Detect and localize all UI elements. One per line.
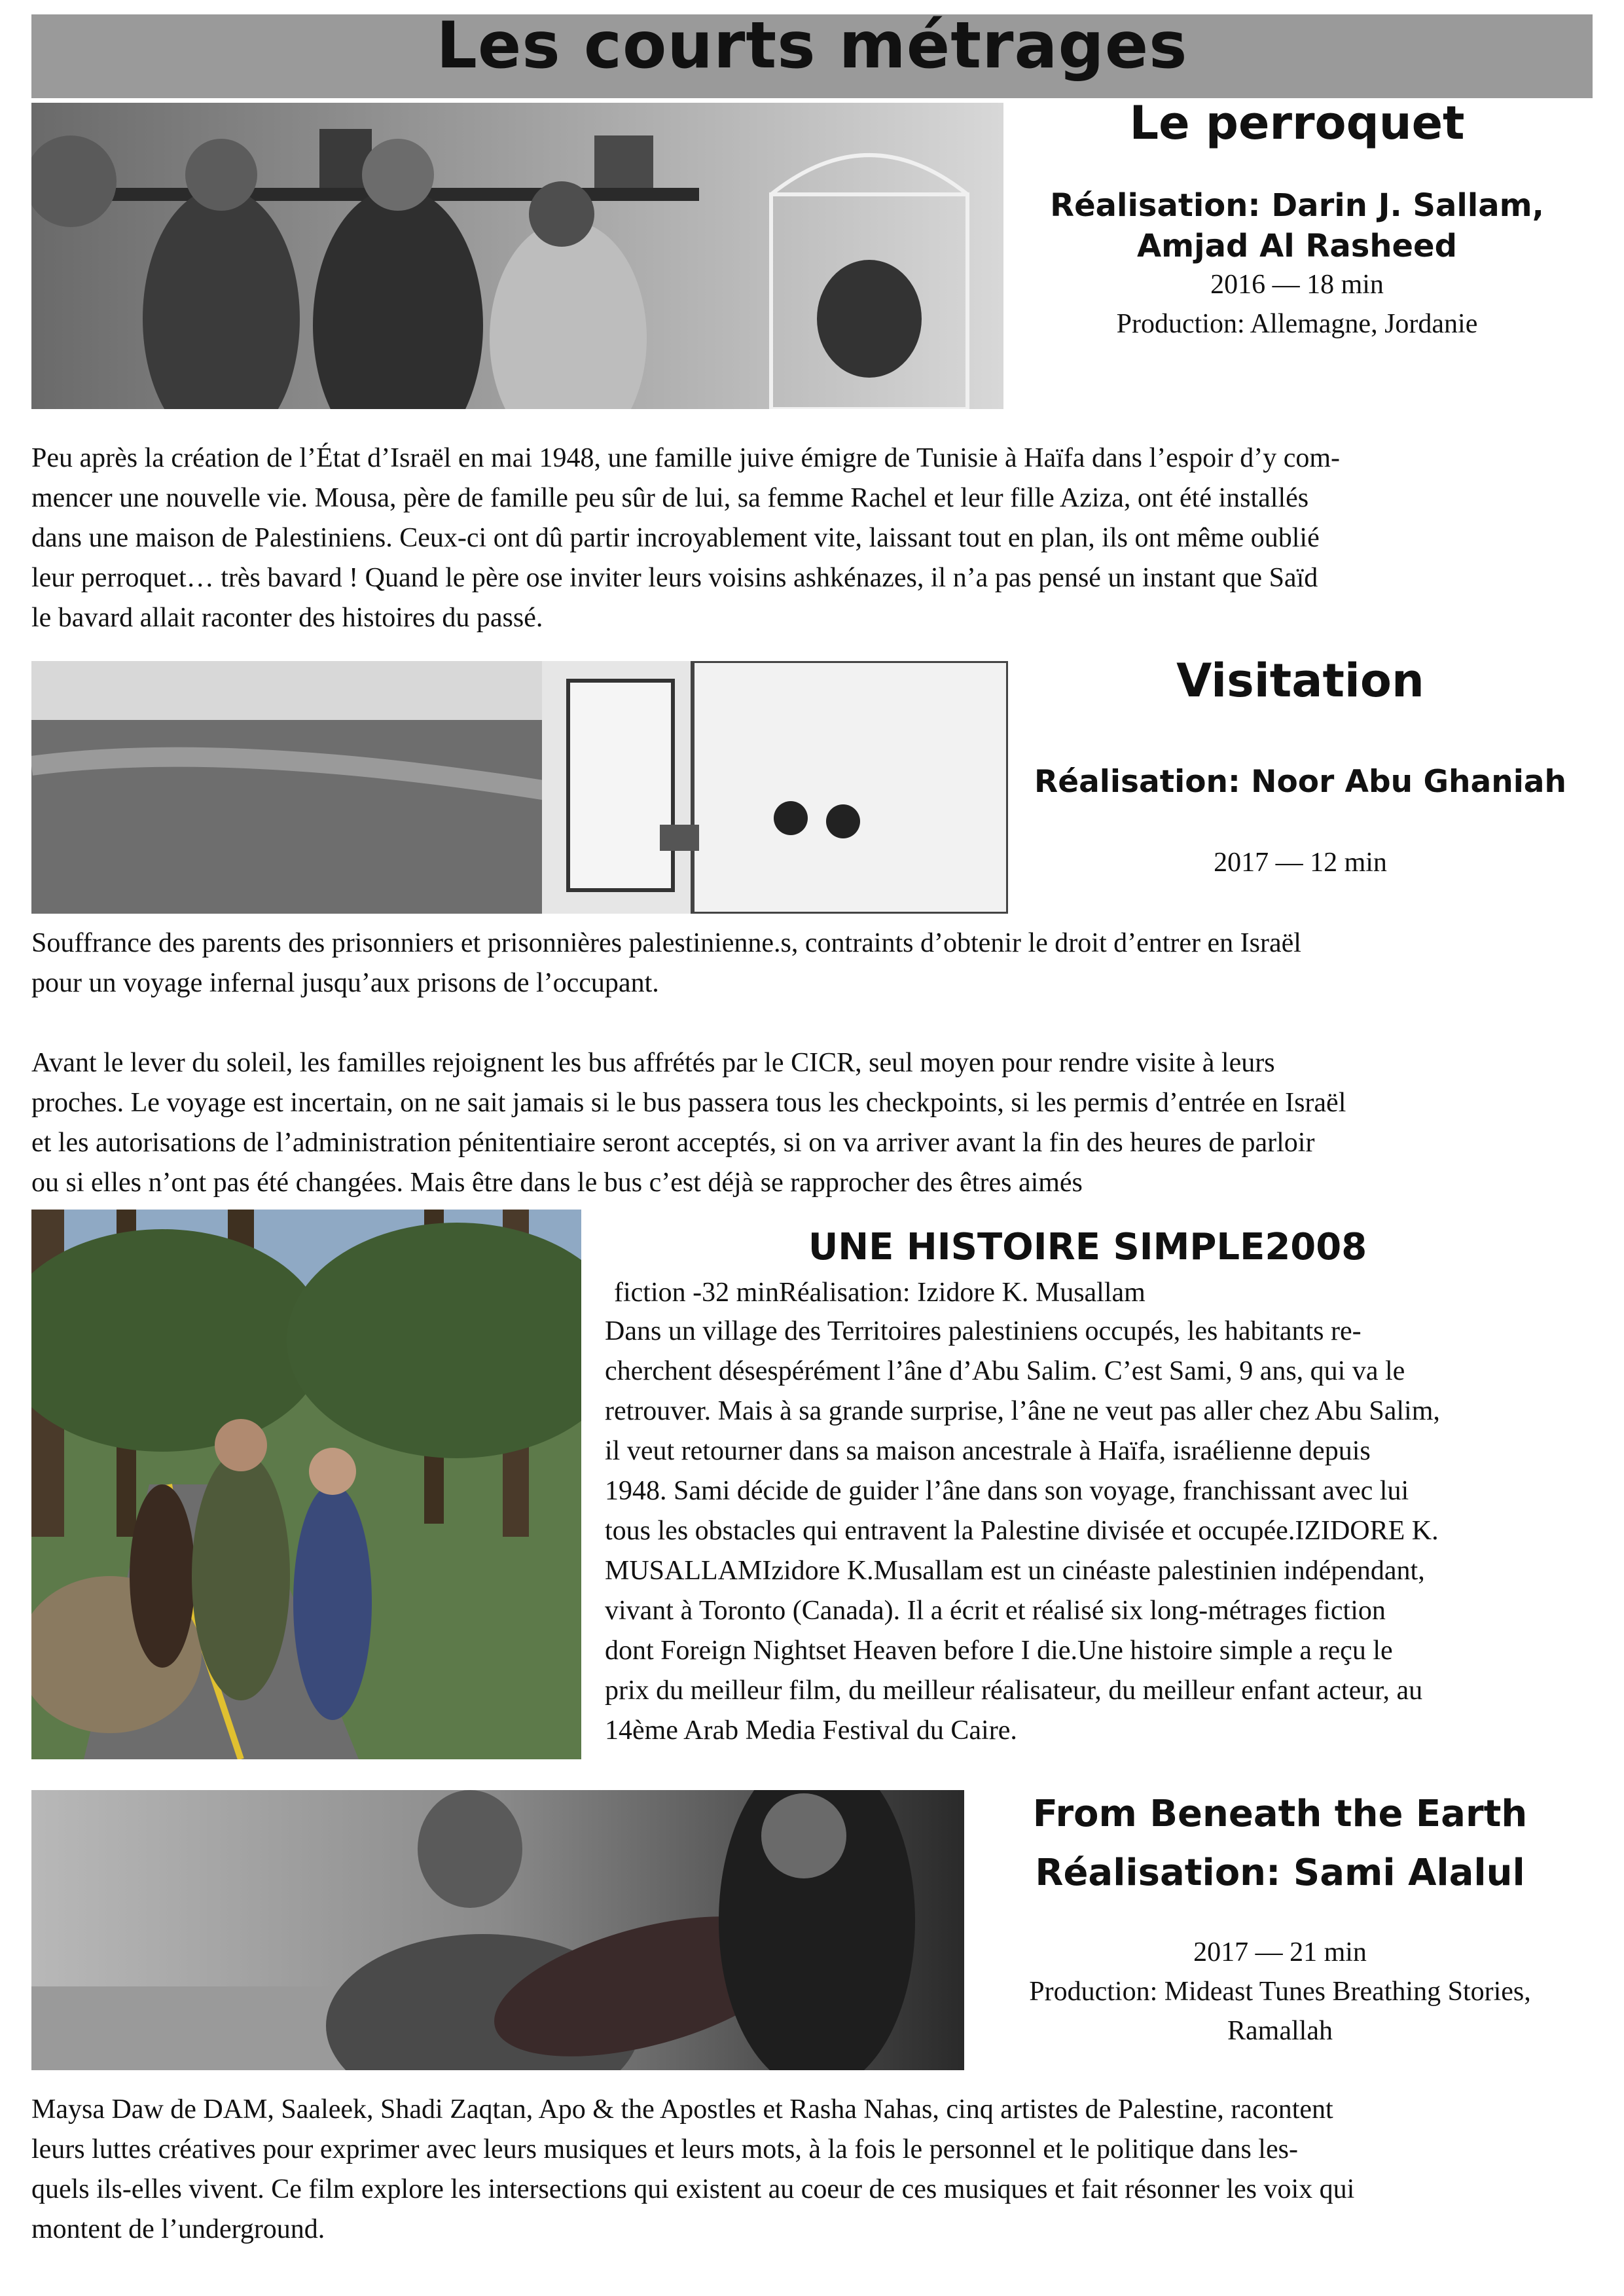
synopsis-line: Maysa Daw de DAM, Saaleek, Shadi Zaqtan, Apo & the Apostles et Rasha Nahas, cinq artistes de Palestine, racontent bbox=[31, 2094, 1333, 2125]
synopsis-line: quels ils-elles vivent. Ce film explore les intersections qui existent au coeur de ces musiques et fait résonner les voix qui bbox=[31, 2174, 1355, 2204]
synopsis-line: pour un voyage infernal jusqu’aux prisons de l’occupant. bbox=[31, 968, 659, 998]
synopsis-line: montent de l’underground. bbox=[31, 2214, 325, 2244]
film-year-duration: 2016 — 18 min bbox=[1210, 270, 1384, 300]
synopsis-line: dont Foreign Nightset Heaven before I die.Une histoire simple a reçu le bbox=[605, 1636, 1393, 1666]
film-year-duration: 2017 — 21 min bbox=[1193, 1937, 1367, 1967]
film-production: Production: Allemagne, Jordanie bbox=[1116, 309, 1478, 339]
synopsis-line: prix du meilleur film, du meilleur réalisateur, du meilleur enfant acteur, au bbox=[605, 1676, 1423, 1706]
film-title: Le perroquet bbox=[1129, 96, 1465, 150]
film-director: Réalisation: Noor Abu Ghaniah bbox=[1034, 764, 1566, 800]
film-production: Production: Mideast Tunes Breathing Stories, bbox=[1029, 1977, 1531, 2007]
synopsis-line: Avant le lever du soleil, les familles rejoignent les bus affrétés par le CICR, seul moyen pour rendre visite à leurs bbox=[31, 1048, 1275, 1078]
film-director: Réalisation: Darin J. Sallam, bbox=[1050, 187, 1544, 224]
synopsis-line: tous les obstacles qui entravent la Palestine divisée et occupée.IZIDORE K. bbox=[605, 1516, 1439, 1546]
film-photo-parrot bbox=[31, 103, 1003, 409]
synopsis-line: Peu après la création de l’État d’Israël en mai 1948, une famille juive émigre de Tunisie à Haïfa dans l’espoir d’y com- bbox=[31, 443, 1341, 473]
film-title: Visitation bbox=[1176, 654, 1424, 708]
synopsis-line: 1948. Sami décide de guider l’âne dans son voyage, franchissant avec lui bbox=[605, 1476, 1409, 1506]
synopsis-line: il veut retourner dans sa maison ancestrale à Haïfa, israélienne depuis bbox=[605, 1436, 1371, 1466]
film-photo-visitation bbox=[31, 661, 1008, 914]
synopsis-line: 14ème Arab Media Festival du Caire. bbox=[605, 1715, 1017, 1746]
synopsis-line: MUSALLAMIzidore K.Musallam est un cinéaste palestinien indépendant, bbox=[605, 1556, 1425, 1586]
film-title: UNE HISTOIRE SIMPLE2008 bbox=[808, 1226, 1367, 1268]
synopsis-line: proches. Le voyage est incertain, on ne sait jamais si le bus passera tous les checkpoints, si les permis d’entrée en Israël bbox=[31, 1088, 1346, 1118]
synopsis-line: dans une maison de Palestiniens. Ceux-ci ont dû partir incroyablement vite, laissant tout en plan, ils ont même oublié bbox=[31, 523, 1320, 553]
film-photo-beneath-earth bbox=[31, 1790, 964, 2070]
synopsis-line: vivant à Toronto (Canada). Il a écrit et réalisé six long-métrages fiction bbox=[605, 1596, 1386, 1626]
page-title: Les courts métrages bbox=[436, 9, 1188, 83]
synopsis-line: retrouver. Mais à sa grande surprise, l’âne ne veut pas aller chez Abu Salim, bbox=[605, 1396, 1440, 1426]
synopsis-line: mencer une nouvelle vie. Mousa, père de famille peu sûr de lui, sa femme Rachel et leur fille Aziza, ont été installés bbox=[31, 483, 1309, 513]
film-synopsis bbox=[31, 924, 1593, 1003]
film-synopsis bbox=[31, 1043, 1593, 1203]
synopsis-line: ou si elles n’ont pas été changées. Mais être dans le bus c’est déjà se rapprocher des êtres aimés bbox=[31, 1168, 1083, 1198]
film-synopsis bbox=[31, 2090, 1593, 2250]
film-synopsis bbox=[605, 1312, 1592, 1751]
film-director: Réalisation: Sami Alalul bbox=[1035, 1852, 1525, 1894]
film-title: From Beneath the Earth bbox=[1032, 1793, 1528, 1835]
synopsis-line: Dans un village des Territoires palestiniens occupés, les habitants re- bbox=[605, 1316, 1362, 1346]
synopsis-line: leurs luttes créatives pour exprimer avec leurs musiques et leurs mots, à la fois le personnel et le politique dans les- bbox=[31, 2134, 1298, 2164]
synopsis-line: leur perroquet… très bavard ! Quand le père ose inviter leurs voisins ashkénazes, il n’a pas pensé un instant que Saïd bbox=[31, 563, 1318, 593]
synopsis-line: et les autorisations de l’administration pénitentiaire seront acceptés, si on va arriver avant la fin des heures de parloir bbox=[31, 1128, 1315, 1158]
synopsis-line: le bavard allait raconter des histoires du passé. bbox=[31, 603, 543, 633]
film-year-duration: 2017 — 12 min bbox=[1214, 848, 1387, 878]
film-director: Amjad Al Rasheed bbox=[1137, 228, 1457, 264]
film-meta: fiction -32 minRéalisation: Izidore K. Musallam bbox=[614, 1278, 1146, 1308]
synopsis-line: cherchent désespérément l’âne d’Abu Salim. C’est Sami, 9 ans, qui va le bbox=[605, 1356, 1405, 1386]
synopsis-line: Souffrance des parents des prisonniers et prisonnières palestinienne.s, contraints d’obtenir le droit d’entrer en Israël bbox=[31, 928, 1301, 958]
film-photo-histoire-simple bbox=[31, 1210, 581, 1759]
film-synopsis bbox=[31, 439, 1593, 638]
film-production: Ramallah bbox=[1227, 2016, 1333, 2046]
